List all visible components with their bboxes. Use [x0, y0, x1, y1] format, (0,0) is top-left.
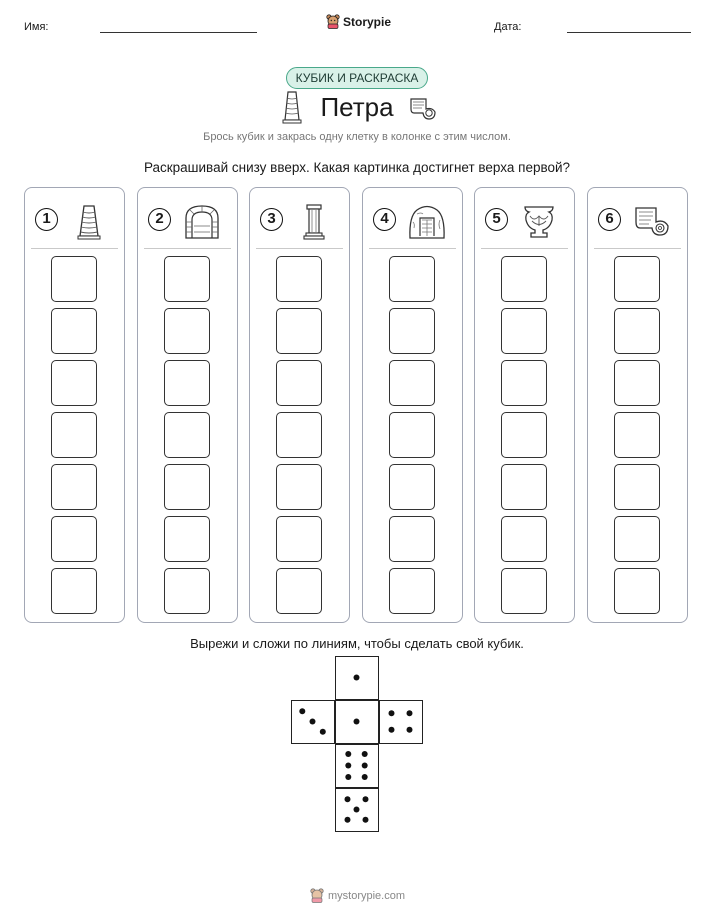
color-cell[interactable]: [164, 464, 210, 510]
color-cell[interactable]: [276, 308, 322, 354]
color-cell[interactable]: [164, 308, 210, 354]
column-number: 6: [598, 208, 621, 231]
color-cell[interactable]: [276, 256, 322, 302]
bear-icon: [310, 888, 324, 903]
treasury-arch-icon: [182, 202, 222, 242]
column-icon: [294, 202, 334, 242]
scroll-capital-icon: [632, 202, 672, 242]
column-number: 2: [148, 208, 171, 231]
color-cell[interactable]: [614, 256, 660, 302]
brand-logo: [326, 14, 391, 29]
footer-url[interactable]: mystorypie.com: [328, 889, 406, 902]
column-6: [587, 187, 688, 623]
bear-icon: [326, 14, 340, 29]
column-divider: [594, 248, 681, 249]
scroll-capital-icon: [408, 95, 438, 121]
color-cell[interactable]: [614, 360, 660, 406]
color-cell[interactable]: [276, 568, 322, 614]
color-cell[interactable]: [501, 412, 547, 458]
color-cell[interactable]: [51, 308, 97, 354]
column-5: [474, 187, 575, 623]
color-cell[interactable]: [501, 256, 547, 302]
color-cell[interactable]: [164, 568, 210, 614]
column-divider: [31, 248, 118, 249]
color-cell[interactable]: [51, 464, 97, 510]
column-2: [137, 187, 238, 623]
dice-face-3: [291, 700, 335, 744]
subtitle: Брось кубик и закрась одну клетку в колонке с этим числом.: [203, 131, 511, 143]
dice-face-1: [335, 656, 379, 700]
name-line[interactable]: [100, 32, 257, 33]
color-cell[interactable]: [51, 516, 97, 562]
activity-badge: КУБИК И РАСКРАСКА: [286, 67, 428, 89]
column-4: [362, 187, 463, 623]
color-cell[interactable]: [389, 256, 435, 302]
color-cell[interactable]: [389, 516, 435, 562]
color-cell[interactable]: [389, 308, 435, 354]
column-number: 5: [485, 208, 508, 231]
dice-face-1: [335, 700, 379, 744]
color-cell[interactable]: [501, 568, 547, 614]
dice-face-6: [335, 744, 379, 788]
page-title: Петра: [320, 92, 394, 122]
color-cell[interactable]: [389, 464, 435, 510]
column-divider: [481, 248, 568, 249]
color-cell[interactable]: [389, 568, 435, 614]
color-cell[interactable]: [164, 256, 210, 302]
instructions: Раскрашивай снизу вверх. Какая картинка достигнет верха первой?: [143, 160, 571, 175]
color-cell[interactable]: [51, 412, 97, 458]
color-cell[interactable]: [276, 464, 322, 510]
color-cell[interactable]: [51, 360, 97, 406]
column-1: [24, 187, 125, 623]
column-number: 1: [35, 208, 58, 231]
color-cell[interactable]: [614, 568, 660, 614]
column-3: [249, 187, 350, 623]
color-cell[interactable]: [164, 412, 210, 458]
brand-name: Storypie: [343, 14, 392, 29]
amphora-icon: [519, 202, 559, 242]
color-cell[interactable]: [164, 360, 210, 406]
column-number: 4: [373, 208, 396, 231]
color-cell[interactable]: [389, 360, 435, 406]
color-cell[interactable]: [389, 412, 435, 458]
color-cell[interactable]: [276, 412, 322, 458]
color-cell[interactable]: [501, 360, 547, 406]
color-cell[interactable]: [276, 360, 322, 406]
rock-tomb-icon: [407, 202, 447, 242]
color-cell[interactable]: [614, 308, 660, 354]
date-line[interactable]: [567, 32, 691, 33]
color-cell[interactable]: [501, 516, 547, 562]
color-cell[interactable]: [164, 516, 210, 562]
footer: [310, 888, 405, 903]
color-cell[interactable]: [501, 464, 547, 510]
name-label: Имя:: [24, 21, 49, 33]
column-divider: [256, 248, 343, 249]
column-divider: [369, 248, 456, 249]
color-cell[interactable]: [276, 516, 322, 562]
date-label: Дата:: [494, 21, 522, 33]
color-cell[interactable]: [51, 568, 97, 614]
color-cell[interactable]: [614, 464, 660, 510]
color-cell[interactable]: [501, 308, 547, 354]
dice-face-4: [379, 700, 423, 744]
color-cell[interactable]: [51, 256, 97, 302]
color-cell[interactable]: [614, 412, 660, 458]
dice-face-5: [335, 788, 379, 832]
cut-instruction: Вырежи и сложи по линиям, чтобы сделать свой кубик.: [190, 636, 524, 651]
column-number: 3: [260, 208, 283, 231]
column-divider: [144, 248, 231, 249]
color-cell[interactable]: [614, 516, 660, 562]
monument-icon: [69, 202, 109, 242]
